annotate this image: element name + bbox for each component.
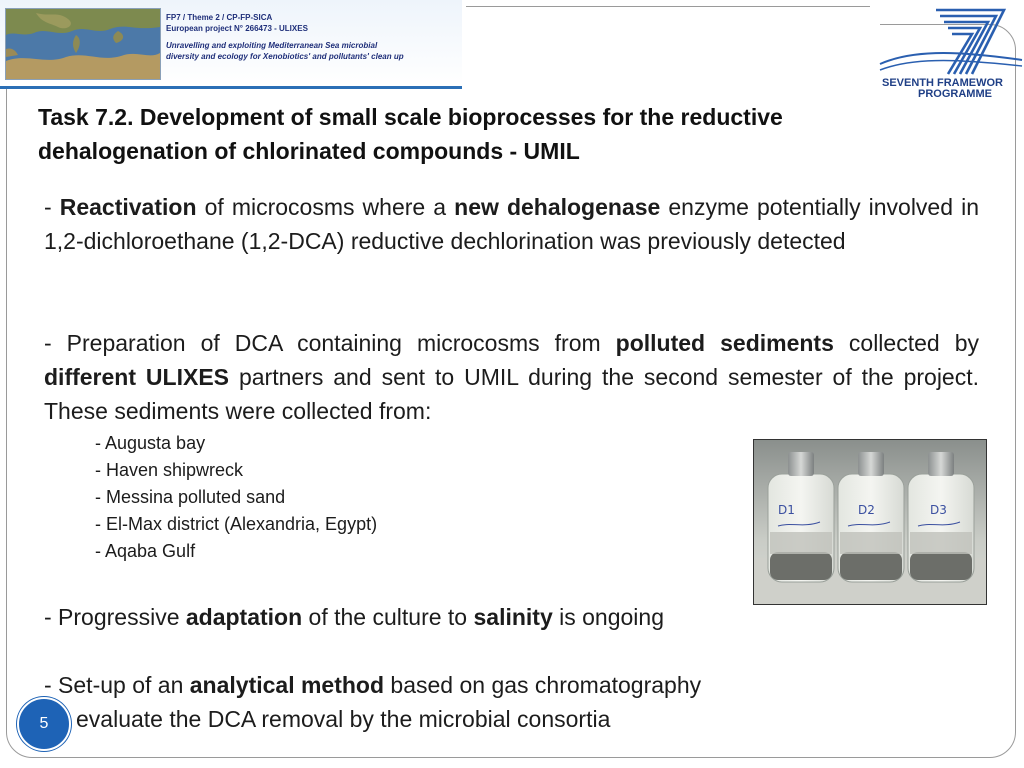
p4-text-2: based on gas chromatography bbox=[384, 672, 702, 698]
slide-title-line2: dehalogenation of chlorinated compounds - UMIL bbox=[38, 138, 580, 164]
p1-text-1: of microcosms where a bbox=[196, 194, 455, 220]
banner-line-project: European project N° 266473 - ULIXES bbox=[166, 24, 308, 33]
p3-bold-salinity: salinity bbox=[473, 604, 553, 630]
list-item: - Aqaba Gulf bbox=[95, 541, 196, 561]
p3-text-3: is ongoing bbox=[552, 604, 664, 630]
bottle-label-d1: D1 bbox=[778, 503, 795, 517]
fp7-logo-line2: PROGRAMME bbox=[918, 88, 992, 100]
p4-text-1: - Set-up of an bbox=[44, 672, 190, 698]
p2-bold-ulixes: different ULIXES bbox=[44, 364, 230, 390]
banner-line-tagline-2: diversity and ecology for Xenobiotics' and pollutants' clean up bbox=[166, 52, 404, 61]
project-banner bbox=[0, 0, 462, 89]
mediterranean-map-image bbox=[5, 8, 161, 80]
slide-title bbox=[38, 100, 978, 168]
slide-title-line1: Task 7.2. Development of small scale bioprocesses for the reductive bbox=[38, 104, 783, 130]
fp7-logo bbox=[876, 4, 1024, 102]
sediment-site-list bbox=[95, 430, 377, 565]
list-item: - Messina polluted sand bbox=[95, 487, 286, 507]
p3-bold-adaptation: adaptation bbox=[185, 604, 303, 630]
list-item: - Augusta bay bbox=[95, 433, 206, 453]
fp7-logo-line1: SEVENTH FRAMEWOR bbox=[882, 77, 1003, 89]
p3-text-2: of the culture to bbox=[302, 604, 474, 630]
p2-text-2: collected by bbox=[833, 330, 979, 356]
p2-bold-sediments: polluted sediments bbox=[615, 330, 834, 356]
banner-line-tagline-1: Unravelling and exploiting Mediterranean Sea microbial bbox=[166, 41, 378, 50]
project-banner-text bbox=[166, 12, 458, 62]
bullet-reactivation bbox=[44, 190, 979, 258]
fp7-logo-icon bbox=[876, 4, 1024, 78]
p2-text-3: partners and sent to UMIL during the second semester of the project. These sediments were collected from: bbox=[44, 364, 979, 424]
p1-bold-dehalogenase: new dehalogenase bbox=[454, 194, 661, 220]
p4-line-2: evaluate the DCA removal by the microbial consortia bbox=[76, 706, 611, 732]
page-number-badge: 5 bbox=[17, 697, 71, 751]
p2-text-1: - Preparation of DCA containing microcosms from bbox=[44, 330, 616, 356]
list-item: - Haven shipwreck bbox=[95, 460, 244, 480]
p1-prefix: - bbox=[44, 194, 60, 220]
top-divider bbox=[466, 6, 870, 7]
bullet-preparation bbox=[44, 326, 979, 428]
p4-bold-analytical: analytical method bbox=[189, 672, 385, 698]
list-item: - El-Max district (Alexandria, Egypt) bbox=[95, 514, 378, 534]
p3-text-1: - Progressive bbox=[44, 604, 186, 630]
p1-text-2: enzyme potentially involved in 1,2-dichloroethane (1,2-DCA) reductive dechlorination was previously detected bbox=[44, 194, 979, 254]
p1-bold-reactivation: Reactivation bbox=[59, 194, 197, 220]
banner-line-theme: FP7 / Theme 2 / CP-FP-SICA bbox=[166, 13, 273, 22]
bottle-label-d2: D2 bbox=[858, 503, 875, 517]
bullet-analytical-method bbox=[44, 668, 979, 736]
microcosm-bottles-photo bbox=[753, 439, 987, 605]
bullet-adaptation bbox=[44, 600, 979, 634]
bottle-label-d3: D3 bbox=[930, 503, 947, 517]
